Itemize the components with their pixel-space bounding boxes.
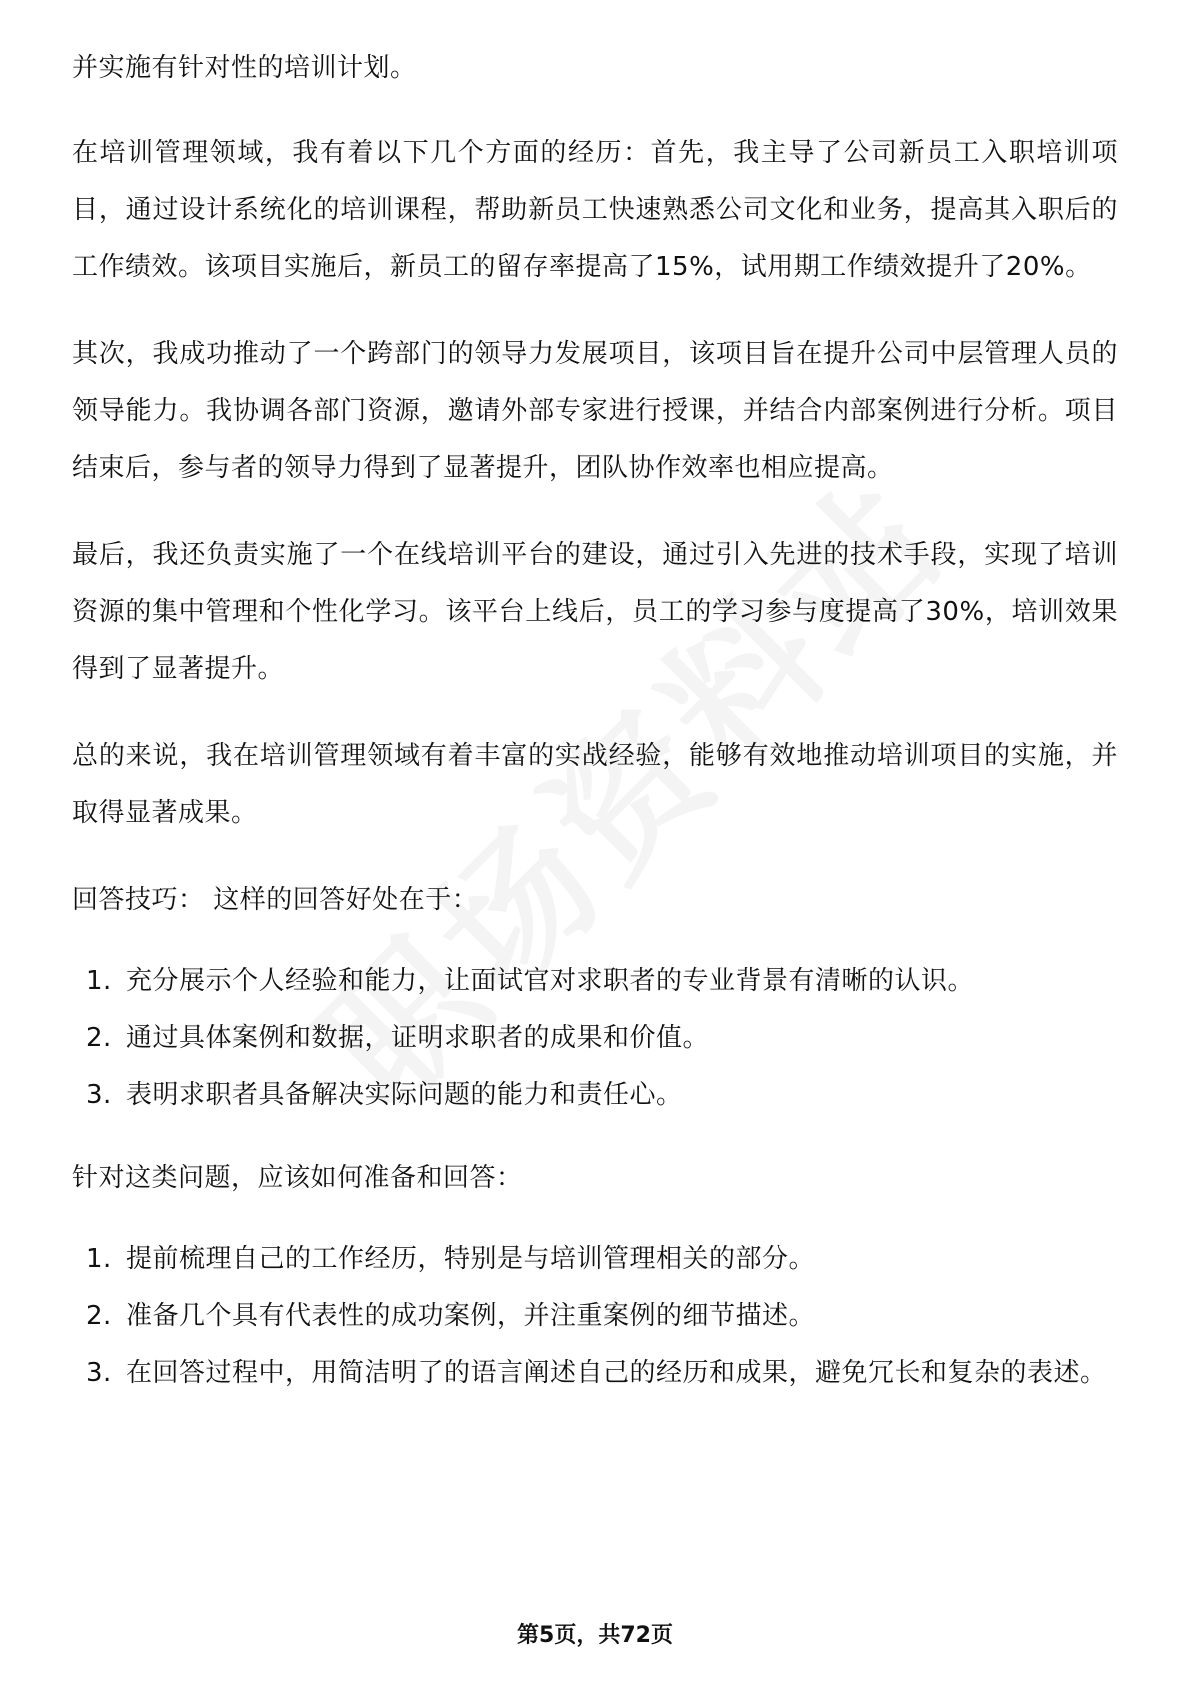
- list-number: 3.: [86, 1080, 112, 1110]
- list-number: 2.: [86, 1301, 112, 1331]
- list-item-text: 充分展示个人经验和能力，让面试官对求职者的专业背景有清晰的认识。: [126, 966, 975, 996]
- page-number-footer: 第5页，共72页: [517, 1623, 673, 1648]
- paragraph-leadership-project: 其次，我成功推动了一个跨部门的领导力发展项目，该项目旨在提升公司中层管理人员的领导能力。我协调各部门资源，邀请外部专家进行授课，并结合内部案例进行分析。项目结束后，参与者的领导力得到了显著提升，团队协作效率也相应提高。: [72, 339, 1118, 483]
- list-item-text: 表明求职者具备解决实际问题的能力和责任心。: [126, 1080, 683, 1110]
- paragraph-online-platform: 最后，我还负责实施了一个在线培训平台的建设，通过引入先进的技术手段，实现了培训资源的集中管理和个性化学习。该平台上线后，员工的学习参与度提高了30%，培训效果得到了显著提升。: [72, 540, 1118, 684]
- list-item: [72, 1288, 1118, 1345]
- list-number: 3.: [86, 1358, 112, 1388]
- document-page: [72, 40, 1118, 1428]
- tips-heading: 回答技巧： 这样的回答好处在于：: [72, 885, 479, 915]
- list-number: 2.: [86, 1023, 112, 1053]
- list-item: [72, 953, 1118, 1010]
- list-number: 1.: [86, 1244, 112, 1274]
- list-item: [72, 1010, 1118, 1067]
- paragraph-continuation: 并实施有针对性的培训计划。: [72, 53, 417, 83]
- paragraph-experience-intro: 在培训管理领域，我有着以下几个方面的经历：首先，我主导了公司新员工入职培训项目，通过设计系统化的培训课程，帮助新员工快速熟悉公司文化和业务，提高其入职后的工作绩效。该项目实施后，新员工的留存率提高了15%，试用期工作绩效提升了20%。: [72, 138, 1118, 282]
- tips-list: [72, 953, 1118, 1124]
- list-item: [72, 1231, 1118, 1288]
- list-item: [72, 1067, 1118, 1124]
- prep-list: [72, 1231, 1118, 1402]
- list-item-text: 在回答过程中，用简洁明了的语言阐述自己的经历和成果，避免冗长和复杂的表述。: [126, 1358, 1107, 1388]
- list-number: 1.: [86, 966, 112, 996]
- prep-heading: 针对这类问题，应该如何准备和回答：: [72, 1163, 523, 1193]
- list-item: [72, 1345, 1118, 1402]
- paragraph-summary: 总的来说，我在培训管理领域有着丰富的实战经验，能够有效地推动培训项目的实施，并取得显著成果。: [72, 741, 1118, 828]
- list-item-text: 准备几个具有代表性的成功案例，并注重案例的细节描述。: [126, 1301, 816, 1331]
- list-item-text: 通过具体案例和数据，证明求职者的成果和价值。: [126, 1023, 710, 1053]
- list-item-text: 提前梳理自己的工作经历，特别是与培训管理相关的部分。: [126, 1244, 816, 1274]
